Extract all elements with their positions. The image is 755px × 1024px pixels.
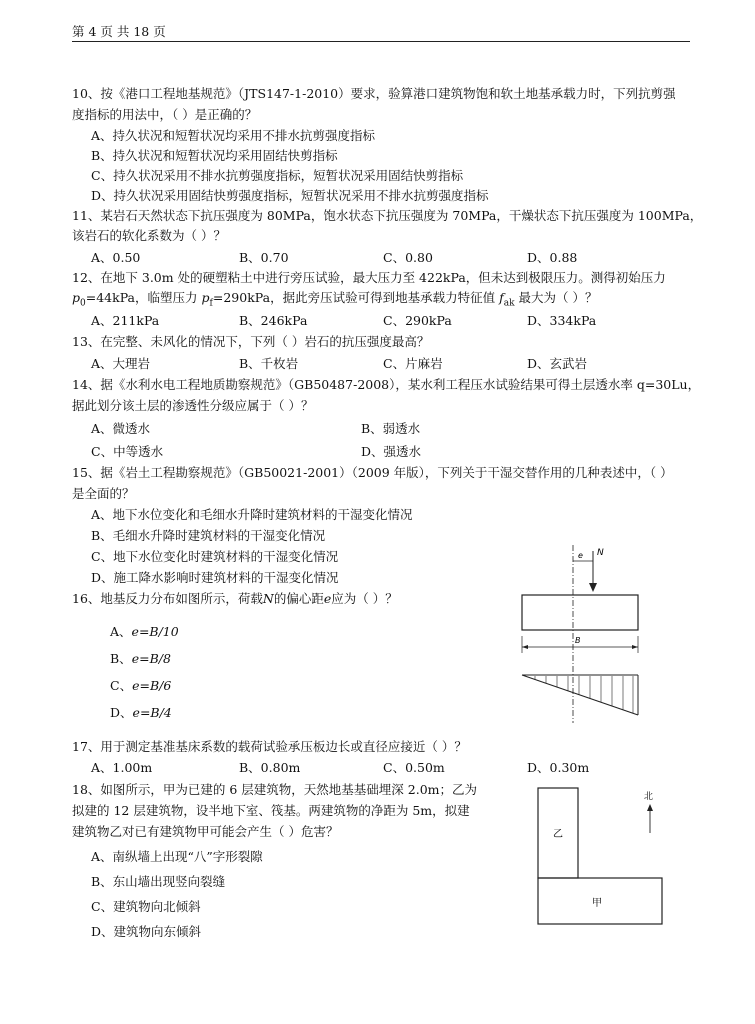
q18-option-d: D、建筑物向东倾斜 bbox=[91, 924, 202, 939]
q10-option-b: B、持久状况和短暂状况均采用固结快剪指标 bbox=[91, 148, 338, 163]
q13-option-d: D、玄武岩 bbox=[527, 356, 588, 371]
q11-option-d: D、0.88 bbox=[527, 250, 578, 265]
q16-eccentricity-symbol: e bbox=[323, 591, 332, 606]
q12-pf-subscript: f bbox=[209, 298, 213, 309]
q16-stem-mid: 的偏心距 bbox=[273, 591, 324, 606]
foundation-block bbox=[522, 595, 638, 630]
q12-stem-line2 bbox=[72, 288, 598, 309]
q15-option-c: C、地下水位变化时建筑材料的干湿变化情况 bbox=[91, 549, 339, 564]
q14-option-b: B、弱透水 bbox=[361, 421, 421, 436]
q10-option-a: A、持久状况和短暂状况均采用不排水抗剪强度指标 bbox=[91, 128, 376, 143]
dim-arrow-right bbox=[632, 645, 638, 649]
q12-p0-subscript: 0 bbox=[80, 298, 86, 309]
building-jia-label: 甲 bbox=[592, 898, 602, 909]
q16-stem-pre: 16、地基反力分布如图所示，荷载 bbox=[72, 591, 263, 606]
q18-site-plan-figure bbox=[530, 785, 690, 930]
q17-option-d: D、0.30m bbox=[527, 760, 590, 775]
dim-arrow-left bbox=[522, 645, 528, 649]
q18-option-b: B、东山墙出现竖向裂缝 bbox=[91, 874, 226, 889]
q15-option-d: D、施工降水影响时建筑材料的干湿变化情况 bbox=[91, 570, 339, 585]
q16-option-c-e: e bbox=[132, 678, 140, 693]
q12-option-a: A、211kPa bbox=[91, 313, 160, 328]
q16-option-d bbox=[110, 703, 172, 721]
q12-option-c: C、290kPa bbox=[383, 313, 452, 328]
q11-option-b: B、0.70 bbox=[239, 250, 289, 265]
q12-pf-value: =290kPa，据此旁压试验可得到地基承载力特征值 bbox=[212, 290, 496, 305]
load-arrow-head bbox=[589, 583, 597, 592]
q12-stem-tail: 最大为（ ）？ bbox=[518, 290, 598, 305]
q17-option-c: C、0.50m bbox=[383, 760, 445, 775]
q18-option-a: A、南纵墙上出现“八”字形裂隙 bbox=[91, 849, 263, 864]
pressure-arrows bbox=[535, 676, 633, 713]
q16-option-a-value: =B/10 bbox=[138, 624, 179, 639]
q11-option-a: A、0.50 bbox=[91, 250, 141, 265]
q16-option-d-label: D、 bbox=[110, 705, 133, 720]
figure-load-label: N bbox=[597, 548, 604, 558]
q15-stem-line1: 15、据《岩土工程勘察规范》（GB50021-2001）（2009 年版），下列关于干湿交替作用的几种表述中，（ ） bbox=[72, 465, 673, 480]
q18-stem-line1: 18、如图所示，甲为已建的 6 层建筑物，天然地基基础埋深 2.0m；乙为 bbox=[72, 782, 478, 797]
q10-option-c: C、持久状况采用不排水抗剪强度指标，短暂状况采用固结快剪指标 bbox=[91, 168, 464, 183]
q18-option-c: C、建筑物向北倾斜 bbox=[91, 899, 201, 914]
header-divider bbox=[72, 41, 690, 42]
q13-stem: 13、在完整、未风化的情况下，下列（ ）岩石的抗压强度最高？ bbox=[72, 334, 430, 349]
q16-option-b-value: =B/8 bbox=[139, 651, 171, 666]
q10-option-d: D、持久状况采用固结快剪强度指标，短暂状况采用不排水抗剪强度指标 bbox=[91, 188, 489, 203]
q16-stem-post: 应为（ ）？ bbox=[331, 591, 398, 606]
q12-option-d: D、334kPa bbox=[527, 313, 597, 328]
q16-option-a-e: e bbox=[131, 624, 139, 639]
q17-stem: 17、用于测定基准基床系数的载荷试验承压板边长或直径应接近（ ）？ bbox=[72, 739, 467, 754]
north-arrow-icon bbox=[647, 804, 653, 811]
q16-stem bbox=[72, 589, 398, 607]
q16-option-c-label: C、 bbox=[110, 678, 133, 693]
q11-stem-line2: 该岩石的软化系数为（ ）？ bbox=[72, 228, 226, 243]
q18-stem-line2: 拟建的 12 层建筑物，设半地下室、筏基。两建筑物的净距为 5m，拟建 bbox=[72, 803, 470, 818]
building-yi-label: 乙 bbox=[553, 829, 563, 840]
north-label: 北 bbox=[644, 792, 654, 802]
q12-fak-subscript: ak bbox=[503, 298, 515, 309]
q12-p0-value: =44kPa，临塑压力 bbox=[85, 290, 198, 305]
q14-option-a: A、微透水 bbox=[91, 421, 151, 436]
q12-fak-symbol: f bbox=[499, 290, 504, 305]
page-header: 第 4 页 共 18 页 bbox=[72, 24, 166, 39]
q12-option-b: B、246kPa bbox=[239, 313, 308, 328]
q16-option-a bbox=[110, 622, 179, 640]
q17-option-b: B、0.80m bbox=[239, 760, 301, 775]
q11-option-c: C、0.80 bbox=[383, 250, 433, 265]
q12-pf-symbol: p bbox=[201, 290, 210, 305]
q11-stem-line1: 11、某岩石天然状态下抗压强度为 80MPa，饱水状态下抗压强度为 70MPa，干燥状态下抗压强度为 100MPa， bbox=[72, 208, 703, 223]
q12-stem-line1: 12、在地下 3.0m 处的硬塑粘土中进行旁压试验，最大压力至 422kPa，但未达到极限压力。测得初始压力 bbox=[72, 270, 666, 285]
q12-p0-symbol: p bbox=[72, 290, 81, 305]
q17-option-a: A、1.00m bbox=[91, 760, 153, 775]
q10-stem-line2: 度指标的用法中，（ ）是正确的？ bbox=[72, 107, 258, 122]
q13-option-c: C、片麻岩 bbox=[383, 356, 443, 371]
figure-width-label: B bbox=[575, 636, 581, 645]
q14-option-c: C、中等透水 bbox=[91, 444, 164, 459]
q15-option-b: B、毛细水升降时建筑材料的干湿变化情况 bbox=[91, 528, 326, 543]
q16-option-a-label: A、 bbox=[110, 624, 132, 639]
q15-stem-line2: 是全面的？ bbox=[72, 486, 135, 501]
q14-stem-line1: 14、据《水利水电工程地质勘察规范》（GB50487-2008），某水利工程压水试验结果可得土层透水率 q=30Lu， bbox=[72, 377, 701, 392]
figure-eccentricity-label: e bbox=[578, 551, 583, 560]
q10-stem-line1: 10、按《港口工程地基规范》（JTS147-1-2010）要求，验算港口建筑物饱和软土地基承载力时，下列抗剪强 bbox=[72, 86, 676, 101]
q16-load-symbol: N bbox=[262, 591, 274, 606]
q15-option-a: A、地下水位变化和毛细水升降时建筑材料的干湿变化情况 bbox=[91, 507, 413, 522]
q13-option-b: B、千枚岩 bbox=[239, 356, 299, 371]
q14-option-d: D、强透水 bbox=[361, 444, 422, 459]
q16-option-c bbox=[110, 676, 171, 694]
pressure-slope bbox=[522, 675, 638, 715]
q18-stem-line3: 建筑物乙对已有建筑物甲可能会产生（ ）危害？ bbox=[72, 824, 339, 839]
q16-option-d-value: =B/4 bbox=[139, 705, 172, 720]
q16-option-c-value: =B/6 bbox=[139, 678, 172, 693]
q16-option-b-e: e bbox=[131, 651, 140, 666]
q14-stem-line2: 据此划分该土层的渗透性分级应属于（ ）？ bbox=[72, 398, 314, 413]
q16-foundation-figure bbox=[515, 543, 650, 725]
q13-option-a: A、大理岩 bbox=[91, 356, 151, 371]
q16-option-d-e: e bbox=[132, 705, 140, 720]
q16-option-b bbox=[110, 649, 171, 667]
q16-option-b-label: B、 bbox=[110, 651, 132, 666]
